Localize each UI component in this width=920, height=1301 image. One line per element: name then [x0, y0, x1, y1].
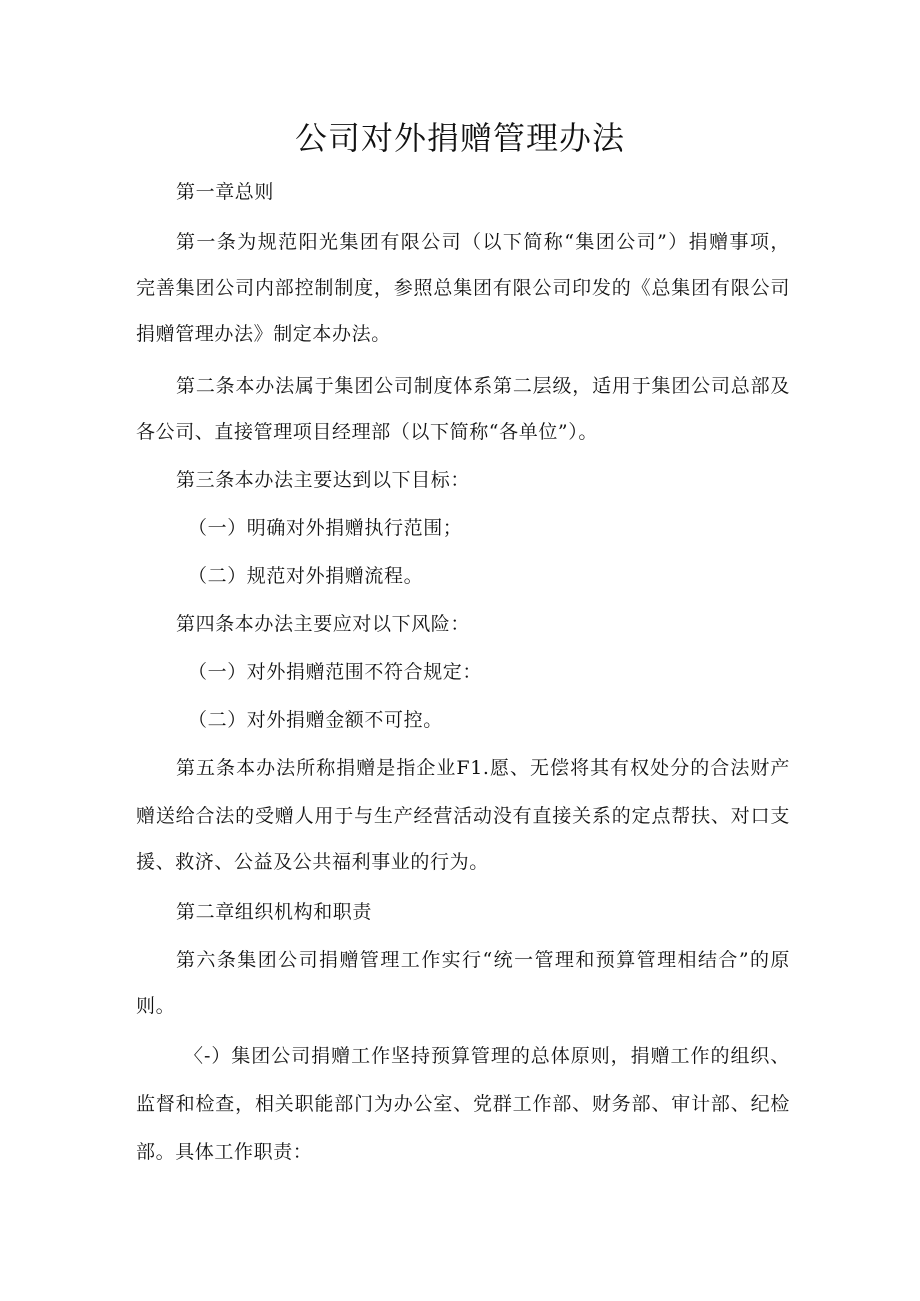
- article-6-item-1-line-1: 〈-）集团公司捐赠工作坚持预算管理的总体原则，捐赠工作的组织、: [184, 1045, 790, 1067]
- article-3-line-1: 第三条本办法主要达到以下目标：: [176, 469, 471, 491]
- article-5-line-1: 第五条本办法所称捐赠是指企业F1.愿、无偿将其有权处分的合法财产: [176, 757, 790, 779]
- article-2-line-1: 第二条本办法属于集团公司制度体系第二层级，适用于集团公司总部及: [176, 375, 790, 397]
- article-6-item-1-line-2: 监督和检查，相关职能部门为办公室、党群工作部、财务部、审计部、纪检: [136, 1093, 790, 1115]
- article-3-item-2: （二）规范对外捐赠流程。: [188, 565, 424, 587]
- article-5-line-2: 赠送给合法的受赠人用于与生产经营活动没有直接关系的定点帮扶、对口支: [136, 805, 790, 827]
- article-5-line-3: 援、救济、公益及公共福利事业的行为。: [136, 851, 489, 873]
- article-4-item-1: （一）对外捐赠范围不符合规定：: [188, 661, 483, 683]
- article-6-line-2: 则。: [136, 995, 176, 1017]
- article-4-item-2: （二）对外捐赠金额不可控。: [188, 709, 443, 731]
- document-title: 公司对外捐赠管理办法: [294, 119, 625, 157]
- article-6-line-1: 第六条集团公司捐赠管理工作实行“统一管理和预算管理相结合”的原: [176, 949, 790, 971]
- article-3-item-1: （一）明确对外捐赠执行范围；: [188, 517, 463, 539]
- chapter-heading-1: 第一章总则: [176, 181, 275, 203]
- article-1-line-1: 第一条为规范阳光集团有限公司（以下简称“集团公司”）捐赠事项，: [176, 231, 790, 253]
- article-6-item-1-line-3: 部。具体工作职责：: [136, 1141, 313, 1163]
- chapter-heading-2: 第二章组织机构和职责: [176, 901, 373, 923]
- article-2-line-2: 各公司、直接管理项目经理部（以下简称“各单位”）。: [136, 421, 598, 443]
- article-4-line-1: 第四条本办法主要应对以下风险：: [176, 613, 471, 635]
- article-1-line-3: 捐赠管理办法》制定本办法。: [136, 323, 391, 345]
- article-1-line-2: 完善集团公司内部控制制度，参照总集团有限公司印发的《总集团有限公司: [136, 277, 790, 299]
